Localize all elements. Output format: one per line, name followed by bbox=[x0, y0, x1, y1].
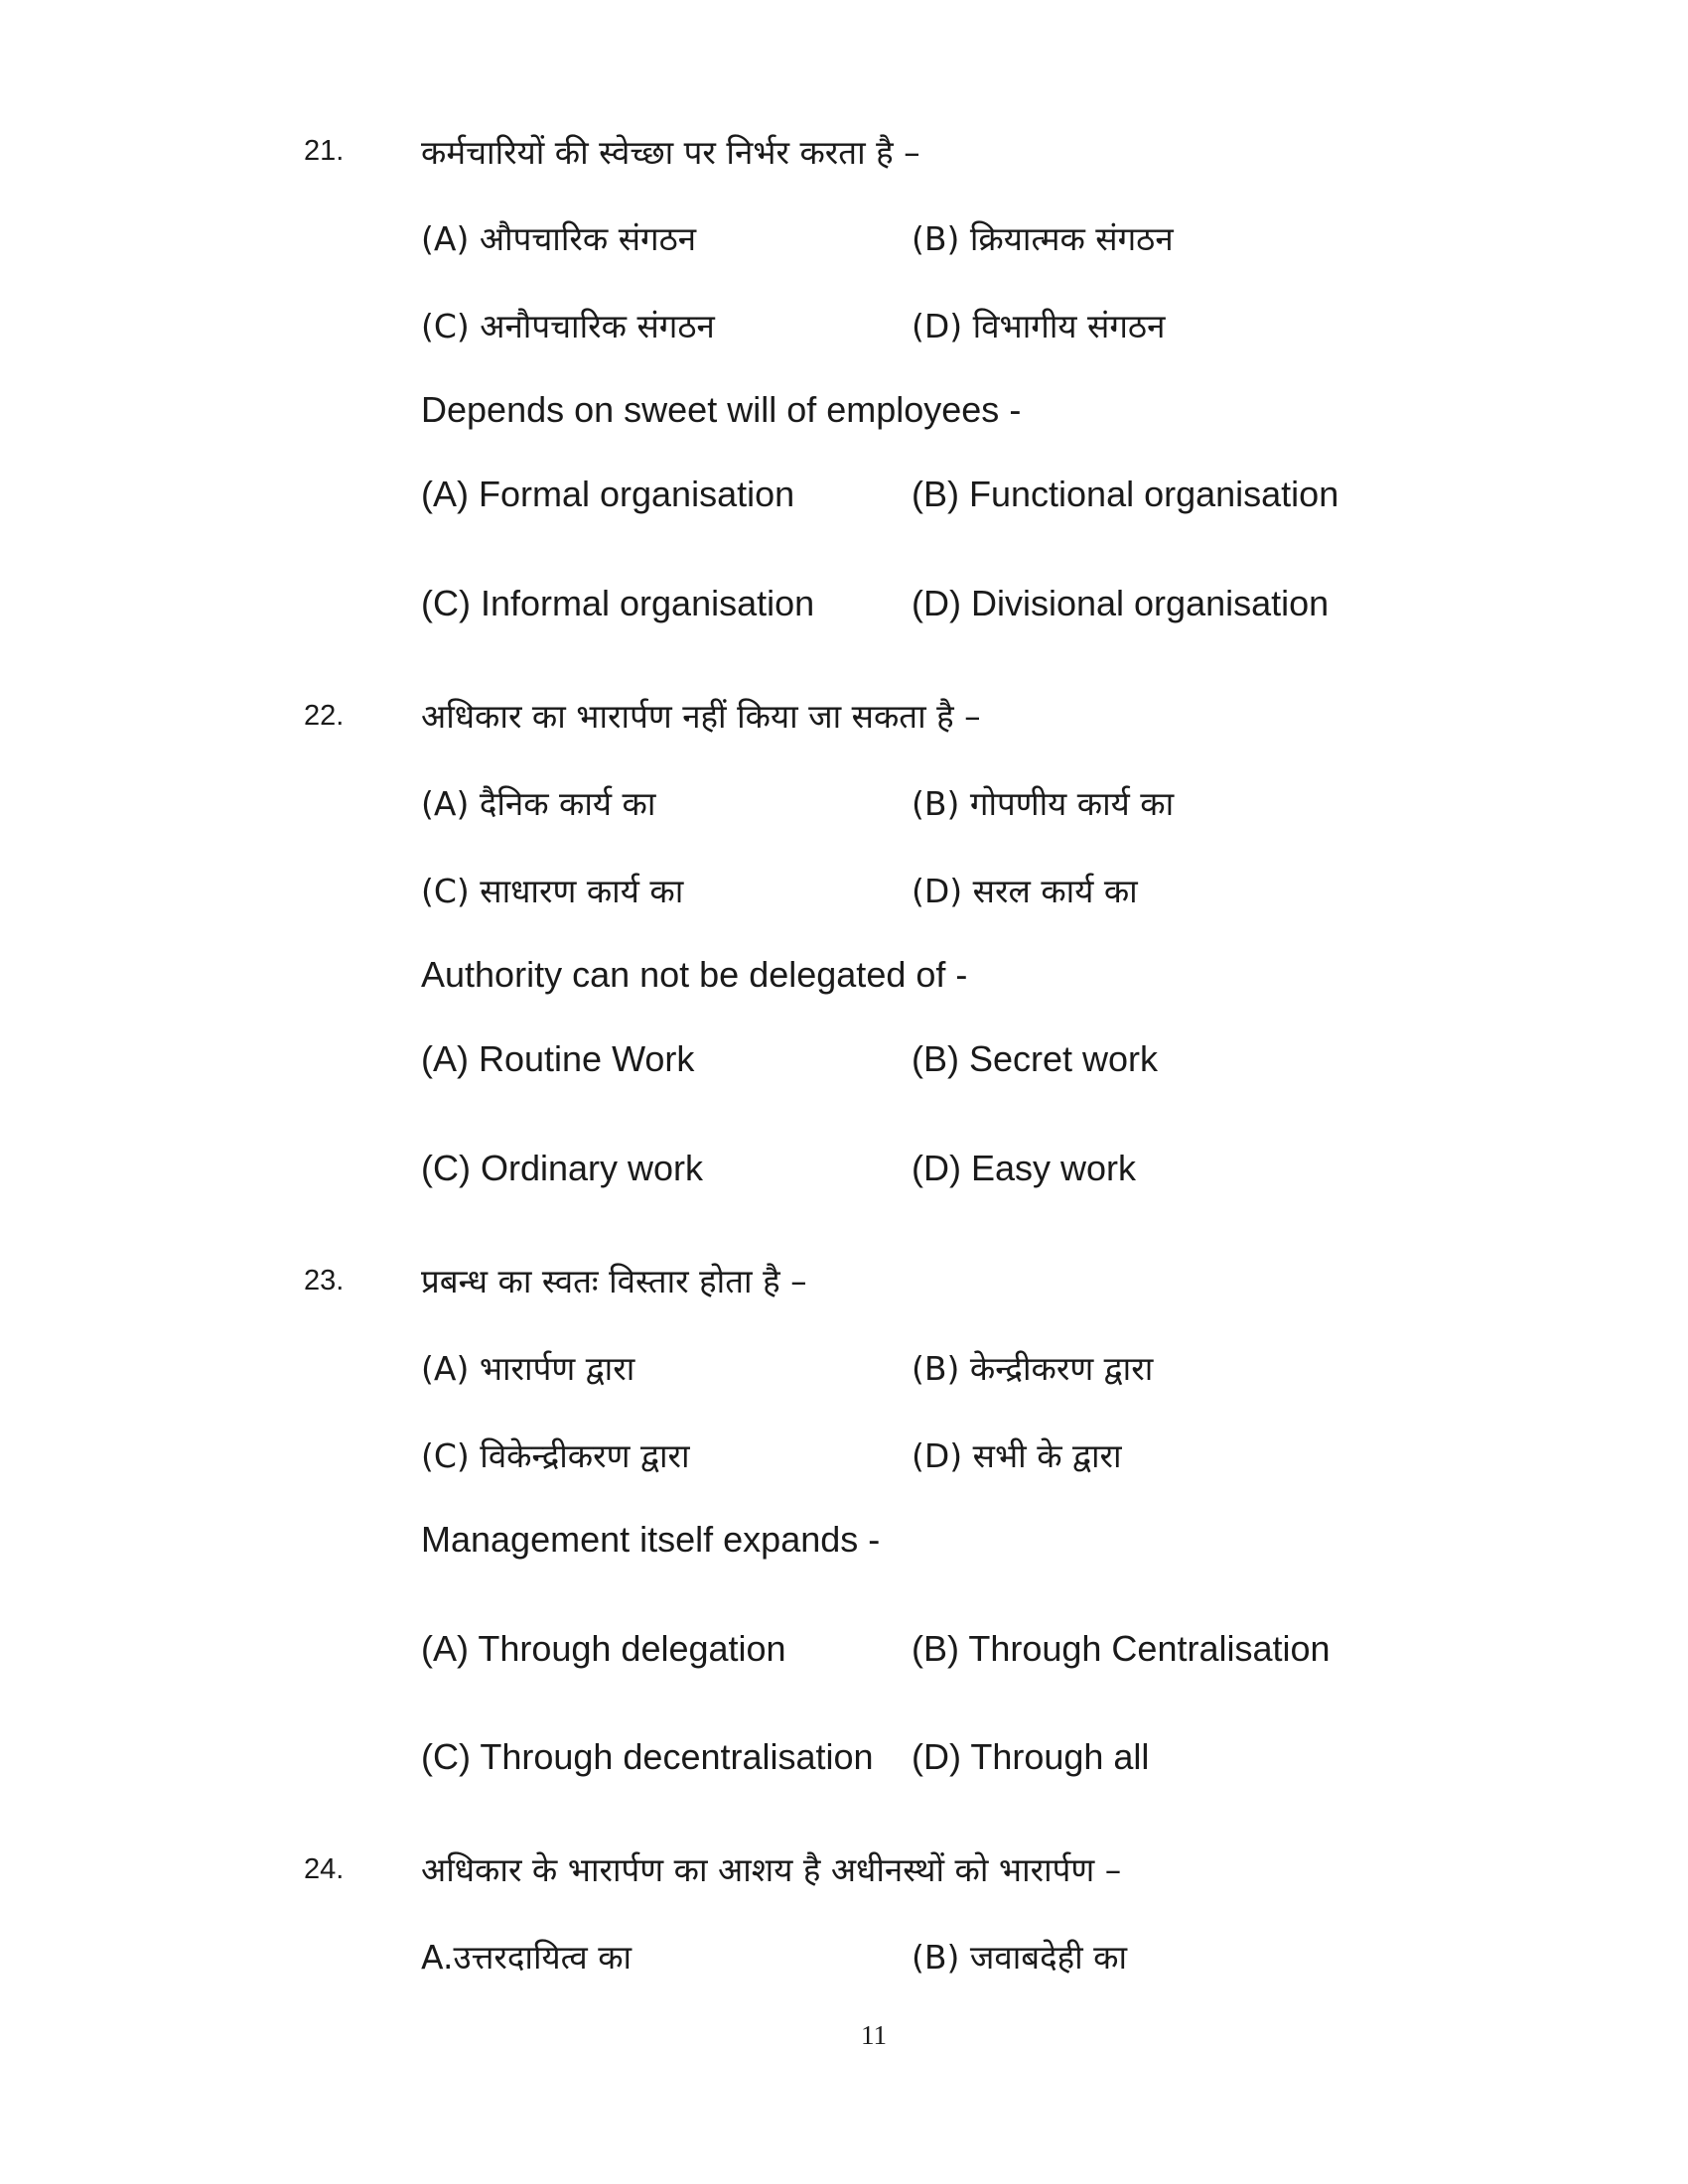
option-b-english: (B) Through Centralisation bbox=[912, 1628, 1331, 1669]
option-a-hindi: (A) भारार्पण द्वारा bbox=[421, 1349, 635, 1388]
option-a-english: (A) Routine Work bbox=[421, 1038, 695, 1079]
option-c-hindi: (C) अनौपचारिक संगठन bbox=[421, 307, 715, 345]
question-text-english: Depends on sweet will of employees - bbox=[421, 389, 1022, 430]
option-b-english: (B) Functional organisation bbox=[912, 474, 1339, 514]
question-text-hindi: अधिकार के भारार्पण का आशय है अधीनस्थों को भारार्पण – bbox=[421, 1850, 1122, 1889]
question-text-english: Management itself expands - bbox=[421, 1519, 881, 1560]
option-a-hindi: (A) औपचारिक संगठन bbox=[421, 219, 697, 258]
option-c-english: (C) Ordinary work bbox=[421, 1148, 704, 1188]
question-number: 22. bbox=[304, 700, 345, 732]
option-d-hindi: (D) सभी के द्वारा bbox=[912, 1436, 1122, 1475]
question-text-hindi: कर्मचारियों की स्वेच्छा पर निर्भर करता है – bbox=[421, 133, 920, 172]
option-c-hindi: (C) साधारण कार्य का bbox=[421, 872, 684, 910]
option-d-hindi: (D) विभागीय संगठन bbox=[912, 307, 1166, 345]
option-b-hindi: (B) जवाबदेही का bbox=[912, 1938, 1128, 1977]
option-b-hindi: (B) गोपणीय कार्य का bbox=[912, 784, 1175, 823]
option-b-hindi: (B) केन्द्रीकरण द्वारा bbox=[912, 1349, 1154, 1388]
option-a-hindi: A.उत्तरदायित्व का bbox=[421, 1938, 633, 1977]
question-text-hindi: अधिकार का भारार्पण नहीं किया जा सकता है – bbox=[421, 697, 981, 736]
question-number: 23. bbox=[304, 1265, 345, 1297]
question-number: 21. bbox=[304, 135, 345, 167]
option-a-english: (A) Formal organisation bbox=[421, 474, 795, 514]
option-a-hindi: (A) दैनिक कार्य का bbox=[421, 784, 656, 823]
option-d-english: (D) Through all bbox=[912, 1736, 1150, 1777]
question-number: 24. bbox=[304, 1853, 345, 1885]
option-c-english: (C) Through decentralisation bbox=[421, 1736, 874, 1777]
question-text-hindi: प्रबन्ध का स्वतः विस्तार होता है – bbox=[421, 1262, 807, 1300]
option-a-english: (A) Through delegation bbox=[421, 1628, 786, 1669]
option-b-hindi: (B) क्रियात्मक संगठन bbox=[912, 219, 1174, 258]
option-d-english: (D) Divisional organisation bbox=[912, 583, 1330, 623]
option-c-hindi: (C) विकेन्द्रीकरण द्वारा bbox=[421, 1436, 690, 1475]
option-d-english: (D) Easy work bbox=[912, 1148, 1137, 1188]
option-c-english: (C) Informal organisation bbox=[421, 583, 815, 623]
page-number: 11 bbox=[861, 2020, 887, 2050]
option-b-english: (B) Secret work bbox=[912, 1038, 1159, 1079]
question-text-english: Authority can not be delegated of - bbox=[421, 954, 968, 995]
option-d-hindi: (D) सरल कार्य का bbox=[912, 872, 1138, 910]
